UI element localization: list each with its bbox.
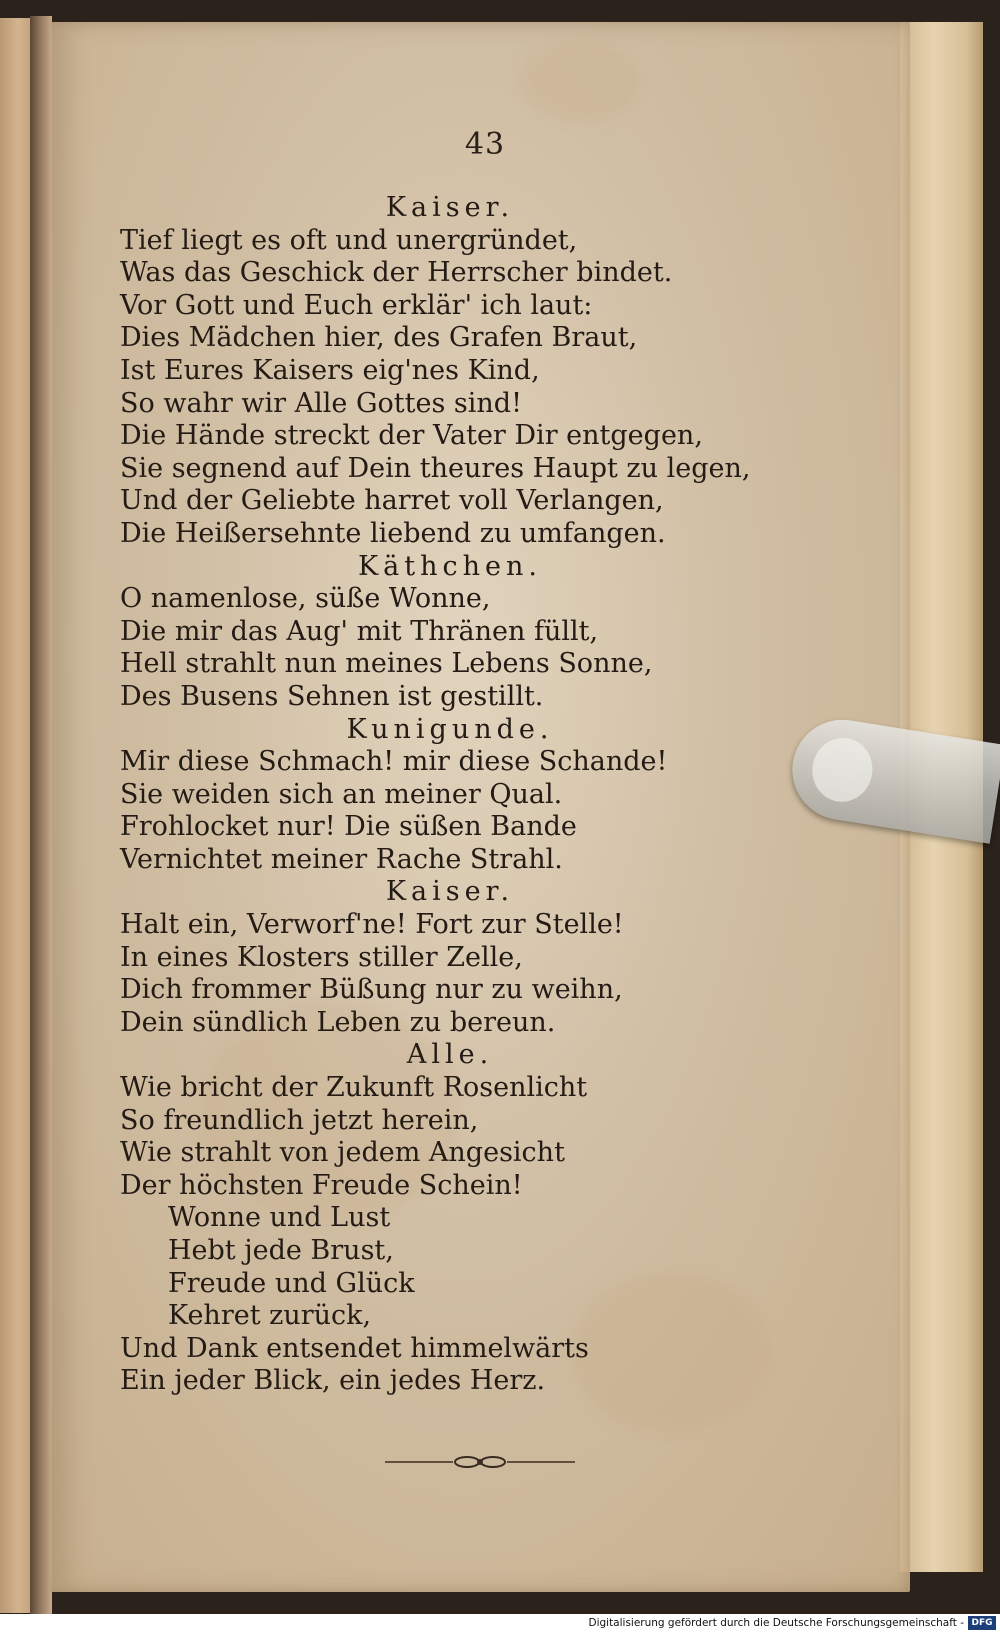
verse-line: Wie strahlt von jedem Angesicht — [120, 1137, 565, 1169]
verse-line: Was das Geschick der Herrscher bindet. — [120, 257, 673, 289]
verse-line: Ist Eures Kaisers eig'nes Kind, — [120, 354, 540, 386]
digitization-credit: Digitalisierung gefördert durch die Deutsche Forschungsgemeinschaft - — [588, 1617, 964, 1629]
verse-line: Und Dank entsendet himmelwärts — [120, 1332, 589, 1364]
verse-line: Wie bricht der Zukunft Rosenlicht — [120, 1072, 588, 1104]
verse-line: Halt ein, Verworf'ne! Fort zur Stelle! — [120, 909, 624, 941]
verse-line: Wonne und Lust — [168, 1202, 391, 1234]
verse-line: Und der Geliebte harret voll Verlangen, — [120, 485, 664, 517]
verse-line: Sie weiden sich an meiner Qual. — [120, 778, 563, 810]
verse-line: Hebt jede Brust, — [168, 1235, 394, 1266]
clip-hole — [808, 734, 877, 807]
speaker-name: Käthchen. — [358, 550, 542, 582]
verse-line: Freude und Glück — [168, 1267, 415, 1299]
book-binding — [30, 16, 52, 1616]
verse-line: So freundlich jetzt herein, — [120, 1104, 479, 1136]
ornament-divider-icon — [385, 1452, 575, 1472]
verse-line: Ein jeder Blick, ein jedes Herz. — [120, 1365, 546, 1397]
verse-line: Tief liegt es oft und unergründet, — [120, 224, 578, 256]
verse-line: Des Busens Sehnen ist gestillt. — [120, 680, 544, 712]
previous-page-edge — [0, 18, 32, 1613]
verse-line: Die Hände streckt der Vater Dir entgegen, — [120, 420, 703, 452]
verse-line: Die mir das Aug' mit Thränen füllt, — [120, 615, 599, 647]
paper-stain — [520, 42, 640, 122]
verse-line: Dein sündlich Leben zu bereun. — [120, 1006, 556, 1038]
poem-text — [120, 192, 751, 1398]
verse-line: So wahr wir Alle Gottes sind! — [120, 387, 522, 419]
verse-line: Vernichtet meiner Rache Strahl. — [120, 843, 563, 875]
speaker-name: Alle. — [406, 1039, 494, 1071]
verse-line: Vor Gott und Euch erklär' ich laut: — [120, 289, 593, 321]
speaker-name: Kaiser. — [385, 876, 515, 908]
page-number: 43 — [464, 127, 506, 162]
verse-line: Sie segnend auf Dein theures Haupt zu legen, — [120, 452, 751, 484]
verse-line: Mir diese Schmach! mir diese Schande! — [120, 746, 668, 778]
verse-line: In eines Klosters stiller Zelle, — [120, 941, 523, 973]
verse-line: O namenlose, süße Wonne, — [120, 583, 491, 615]
speaker-name: Kaiser. — [385, 192, 515, 223]
verse-line: Hell strahlt nun meines Lebens Sonne, — [120, 648, 653, 680]
verse-line: Dich frommer Büßung nur zu weihn, — [120, 974, 623, 1006]
dfg-logo-icon: DFG — [968, 1616, 996, 1630]
verse-line: Der höchsten Freude Schein! — [120, 1169, 523, 1201]
verse-line: Kehret zurück, — [168, 1300, 372, 1332]
speaker-name: Kunigunde. — [346, 713, 554, 745]
book-page — [50, 22, 910, 1592]
verse-line: Frohlocket nur! Die süßen Bande — [120, 811, 577, 843]
verse-line: Die Heißersehnte liebend zu umfangen. — [120, 517, 666, 549]
verse-line: Dies Mädchen hier, des Grafen Braut, — [120, 322, 638, 354]
